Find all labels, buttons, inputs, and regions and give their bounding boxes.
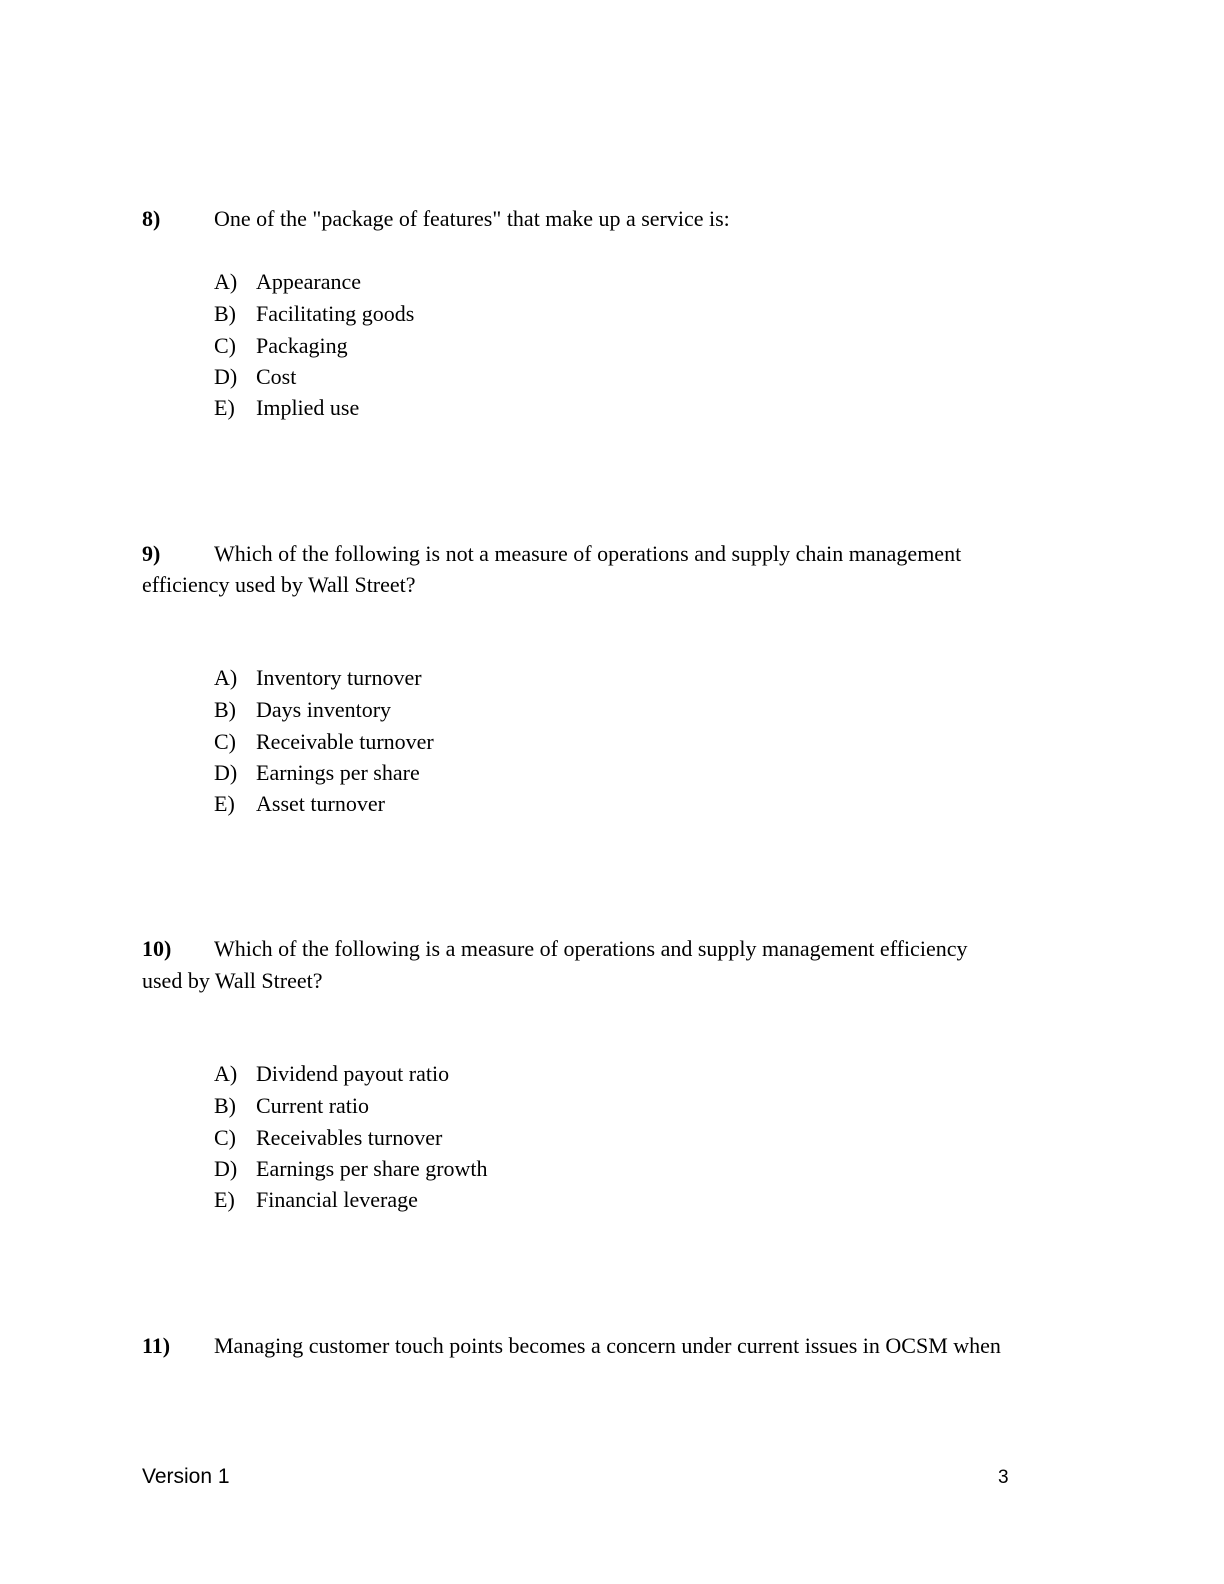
question-text: Which of the following is a measure of operations and supply management efficiency bbox=[214, 936, 968, 961]
option-text: Days inventory bbox=[256, 697, 392, 722]
question-text: One of the "package of features" that make up a service is: bbox=[214, 206, 730, 231]
option-text: Current ratio bbox=[256, 1093, 370, 1118]
footer-page-number: 3 bbox=[998, 1467, 1009, 1488]
question-number: 8) bbox=[142, 206, 161, 231]
option-letter: E) bbox=[214, 395, 235, 420]
option-b bbox=[214, 699, 391, 721]
option-text: Financial leverage bbox=[256, 1187, 418, 1212]
option-letter: B) bbox=[214, 1093, 236, 1118]
option-letter: E) bbox=[214, 1187, 235, 1212]
option-letter: A) bbox=[214, 1061, 238, 1086]
option-a bbox=[214, 667, 422, 689]
question-text-continuation: used by Wall Street? bbox=[142, 968, 323, 993]
option-e bbox=[214, 1189, 418, 1211]
option-text: Earnings per share growth bbox=[256, 1156, 488, 1181]
option-text: Appearance bbox=[256, 269, 362, 294]
option-a bbox=[214, 1063, 449, 1085]
question-number: 10) bbox=[142, 936, 172, 961]
question-number: 9) bbox=[142, 541, 161, 566]
option-letter: C) bbox=[214, 333, 236, 358]
option-text: Inventory turnover bbox=[256, 665, 422, 690]
option-d bbox=[214, 1158, 488, 1180]
option-d bbox=[214, 762, 420, 784]
question-11 bbox=[142, 1335, 1001, 1357]
option-letter: D) bbox=[214, 1156, 238, 1181]
option-letter: D) bbox=[214, 760, 238, 785]
option-e bbox=[214, 397, 359, 419]
option-letter: A) bbox=[214, 269, 238, 294]
option-letter: A) bbox=[214, 665, 238, 690]
question-8 bbox=[142, 208, 730, 230]
option-text: Facilitating goods bbox=[256, 301, 415, 326]
option-b bbox=[214, 303, 414, 325]
option-e bbox=[214, 793, 385, 815]
option-d bbox=[214, 366, 296, 388]
question-9 bbox=[142, 543, 961, 565]
question-text: Managing customer touch points becomes a concern under current issues in OCSM when bbox=[214, 1333, 1001, 1358]
option-text: Cost bbox=[256, 364, 297, 389]
option-text: Asset turnover bbox=[256, 791, 385, 816]
footer-version: Version 1 bbox=[142, 1465, 230, 1488]
option-text: Dividend payout ratio bbox=[256, 1061, 450, 1086]
question-10 bbox=[142, 938, 967, 960]
option-letter: B) bbox=[214, 697, 236, 722]
option-text: Receivable turnover bbox=[256, 729, 434, 754]
option-letter: D) bbox=[214, 364, 238, 389]
option-c bbox=[214, 335, 348, 357]
question-text: Which of the following is not a measure of operations and supply chain management bbox=[214, 541, 962, 566]
option-c bbox=[214, 731, 434, 753]
option-letter: E) bbox=[214, 791, 235, 816]
option-text: Implied use bbox=[256, 395, 360, 420]
option-text: Packaging bbox=[256, 333, 348, 358]
option-letter: B) bbox=[214, 301, 236, 326]
option-c bbox=[214, 1127, 442, 1149]
option-text: Receivables turnover bbox=[256, 1125, 443, 1150]
option-text: Earnings per share bbox=[256, 760, 420, 785]
option-a bbox=[214, 271, 361, 293]
option-letter: C) bbox=[214, 729, 236, 754]
option-b bbox=[214, 1095, 369, 1117]
question-text-continuation: efficiency used by Wall Street? bbox=[142, 572, 416, 597]
question-number: 11) bbox=[142, 1333, 171, 1358]
option-letter: C) bbox=[214, 1125, 236, 1150]
